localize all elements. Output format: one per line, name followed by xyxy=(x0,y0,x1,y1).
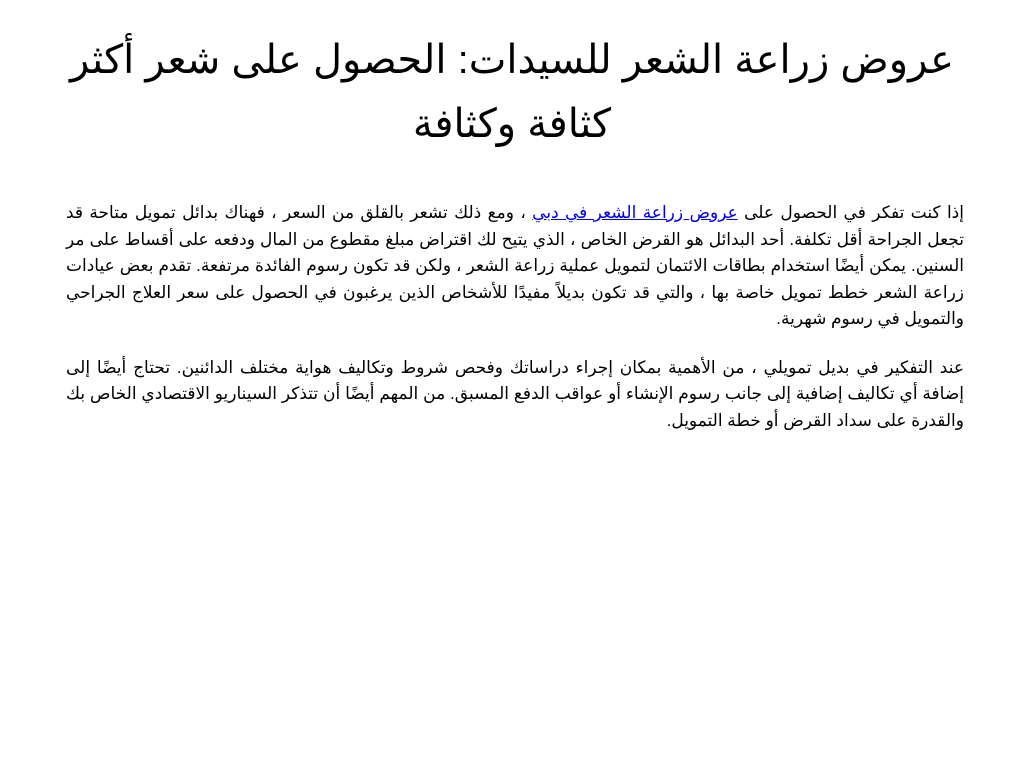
paragraph-financing-options xyxy=(66,200,964,333)
slide-body xyxy=(66,200,964,456)
slide-title: عروض زراعة الشعر للسيدات: الحصول على شعر أكثر كثافة وكثافة xyxy=(69,38,955,146)
hair-transplant-offers-link[interactable]: عروض زراعة الشعر في دبي xyxy=(532,203,738,222)
paragraph-financing-considerations: عند التفكير في بديل تمويلي ، من الأهمية بمكان إجراء دراساتك وفحص شروط وتكاليف هواية مختلف الدائنين. تحتاج أيضًا إلى إضافة أي تكاليف إضافية إلى جانب رسوم الإنشاء أو عواقب الدفع المسبق. من المهم أيضًا أن تتذكر السيناريو الاقتصادي الخاص بك والقدرة على سداد القرض أو خطة التمويل. xyxy=(66,357,964,430)
paragraph-1-rest: ، ومع ذلك تشعر بالقلق من السعر ، فهناك بدائل تمويل متاحة قد تجعل الجراحة أقل تكلفة. أحد البدائل هو القرض الخاص ، الذي يتيح لك اقتراض مبلغ مقطوع من المال ودفعه على أقساط على مر السنين. يمكن أيضًا استخدام بطاقات الائتمان لتمويل عملية زراعة الشعر ، ولكن قد تكون رسوم الفائدة مرتفعة. تقدم بعض عيادات زراعة الشعر خطط تمويل خاصة بها ، والتي قد تكون بديلاً مفيدًا للأشخاص الذين يرغبون في الحصول على سعر العلاج الجراحي والتمويل في رسوم شهرية. xyxy=(66,203,964,328)
paragraph-1-intro: إذا كنت تفكر في الحصول على xyxy=(737,203,964,222)
